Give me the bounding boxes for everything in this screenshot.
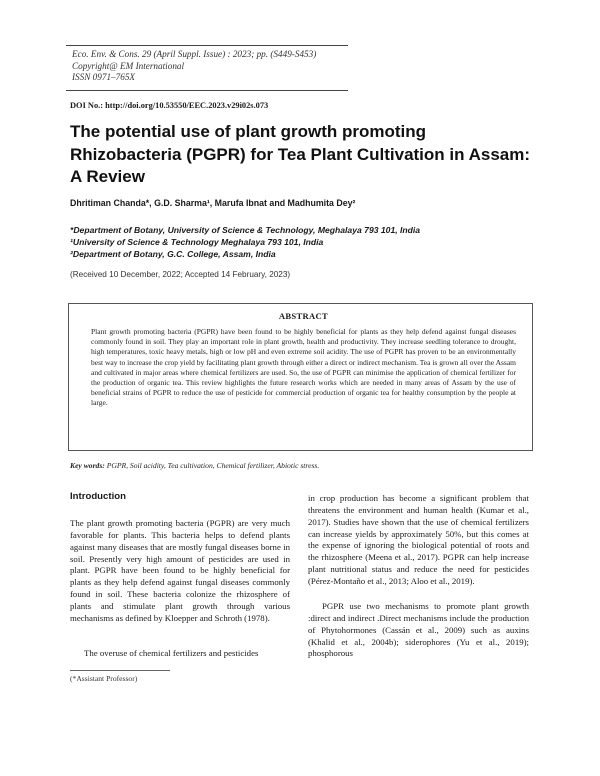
affiliation-3: ²Department of Botany, G.C. College, Assam, India	[70, 249, 276, 259]
journal-issue-line: Eco. Env. & Cons. 29 (April Suppl. Issue) : 2023; pp. (S449-S453)	[72, 49, 317, 59]
journal-citation-box	[66, 45, 348, 91]
intro-paragraph-3: in crop production has become a significant problem that threatens the environment and human health (Kumar et al., 2017). Studies have shown that the use of chemical fertilizers can increase yields by approximately 50%, but this comes at the expense of ignoring the biological potential of roots and the rhizosphere (Meena et al., 2017). PGPR can help increase plant nutritional status and reduce the need for pesticides (Pérez-Montaño et al., 2013; Aloo et al., 2019).	[308, 493, 529, 586]
intro-paragraph-1: The plant growth promoting bacteria (PGPR) are very much favorable for plants. This bacteria helps to defend plants against many diseases that are mostly fungal diseases borne in soil. Presently very high amount of pesticides are used in plant. PGPR have been found to be highly beneficial for plants as they help defend against fungal diseases commonly found in soil. These bacteria colonize the rhizosphere of plants and stimulate plant growth through various mechanisms as defined by Kloepper and Schroth (1978).	[70, 518, 290, 623]
journal-issn-line: ISSN 0971–765X	[72, 72, 136, 83]
intro-paragraph-2: The overuse of chemical fertilizers and pesticides	[84, 648, 259, 658]
affiliations	[70, 224, 420, 260]
paper-title: The potential use of plant growth promoting Rhizobacteria (PGPR) for Tea Plant Cultivation in Assam: A Review	[70, 122, 531, 186]
keywords	[70, 461, 319, 470]
abstract-text: Plant growth promoting bacteria (PGPR) have been found to be highly beneficial for plants as they help defend against fungal diseases commonly found in soil. They play an important role in plant growth, health and productivity. They increase seedling tolerance to drought, high temperatures, toxic heavy metals, high or low pH and even extreme soil acidity. The use of PGPR has proven to be an environmentally best way to increase the crop yield by facilitating plant growth through either a direct or indirect mechanism. Tea is grown all over the Assam and cultivated in major areas where chemical fertilizers are used. So, the use of PGPR can minimise the application of chemical fertilizer for the production of organic tea. This review highlights the future research works which are needed in many areas of Assam by the use of beneficial strains of PGPR to reduce the use of pesticide for commercial production of organic tea for healthy consumption by the people at large.	[91, 327, 516, 408]
footnote-divider	[70, 670, 170, 671]
footnote: (*Assistant Professor)	[70, 674, 138, 683]
intro-paragraph-4: PGPR use two mechanisms to promote plant growth :direct and indirect .Direct mechanisms include the production of Phytohormones (Cassán et al., 2009) such as auxins (Khalid et al., 2004b); siderophores (Yu et al., 2019); phosphorous	[308, 601, 529, 659]
keywords-label: Key words:	[70, 461, 105, 470]
abstract-box	[68, 303, 533, 451]
abstract-heading: ABSTRACT	[278, 311, 329, 321]
author-list: Dhritiman Chanda*, G.D. Sharma¹, Marufa Ibnat and Madhumita Dey²	[70, 198, 356, 208]
affiliation-1: *Department of Botany, University of Science & Technology, Meghalaya 793 101, India	[70, 225, 421, 235]
affiliation-2: ¹University of Science & Technology Meghalaya 793 101, India	[70, 237, 324, 247]
received-dates: (Received 10 December, 2022; Accepted 14 February, 2023)	[70, 270, 291, 279]
introduction-heading: Introduction	[70, 491, 126, 502]
journal-copyright-line: Copyright@ EM International	[72, 60, 185, 71]
keywords-text: PGPR, Soil acidity, Tea cultivation, Chemical fertilizer, Abiotic stress.	[106, 461, 320, 470]
doi-line[interactable]: DOI No.: http://doi.org/10.53550/EEC.2023.v29i02s.073	[70, 101, 269, 110]
